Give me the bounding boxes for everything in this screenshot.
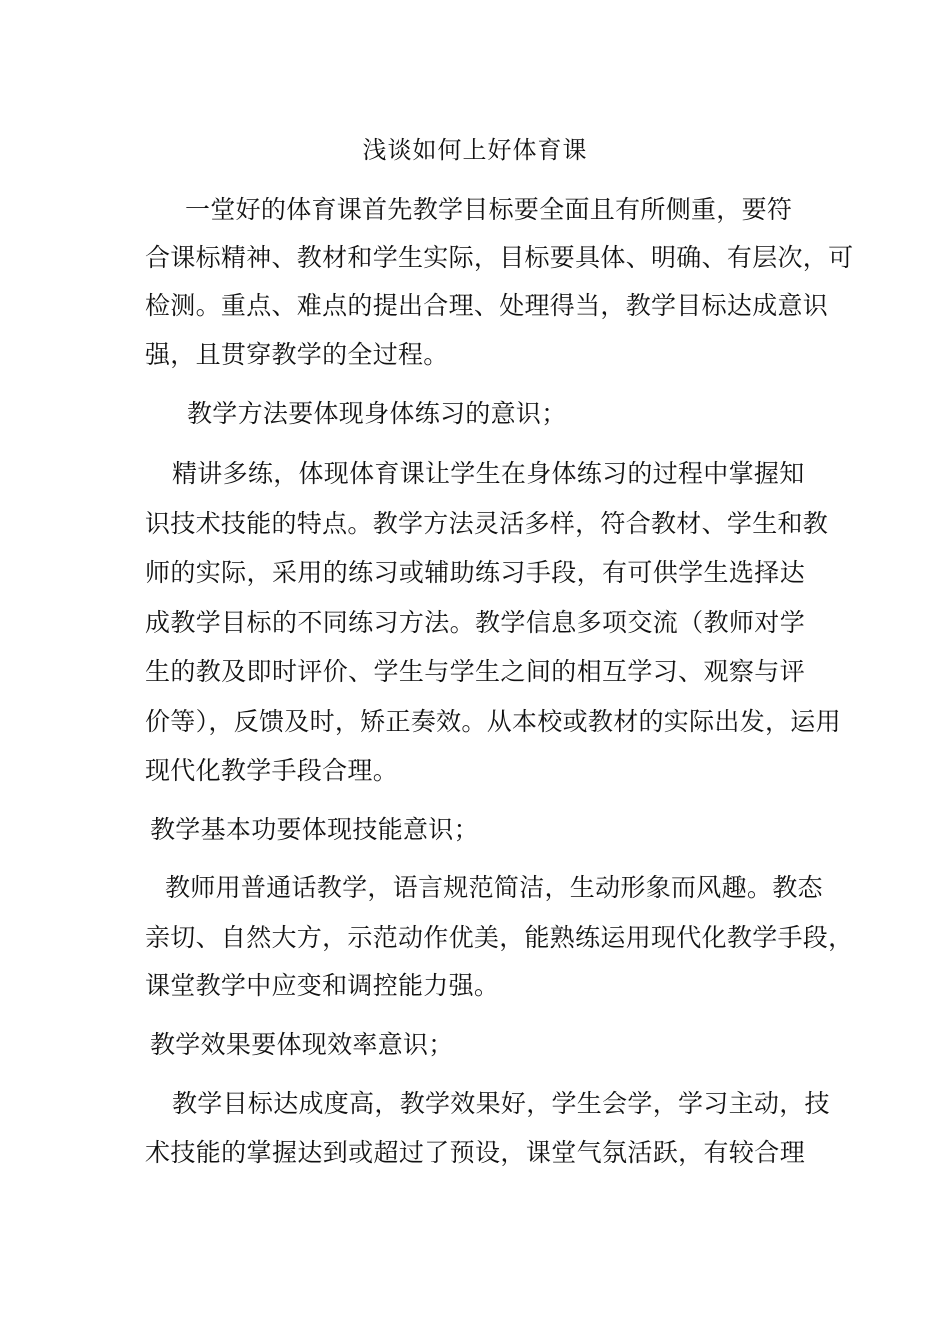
paragraph-line: 现代化教学手段合理。 [145,756,399,785]
paragraph-line: 教师用普通话教学，语言规范简洁，生动形象而风趣。教态 [165,873,823,902]
paragraph-line: 教学目标达成度高，教学效果好，学生会学，学习主动，技 [172,1089,830,1118]
paragraph-line: 识技术技能的特点。教学方法灵活多样，符合教材、学生和教 [145,509,829,538]
paragraph-line: 强，且贯穿教学的全过程。 [145,340,449,369]
section-heading: 教学方法要体现身体练习的意识； [187,399,567,428]
paragraph-line: 师的实际，采用的练习或辅助练习手段，有可供学生选择达 [145,558,805,587]
paragraph-line: 价等），反馈及时，矫正奏效。从本校或教材的实际出发，运用 [145,707,841,736]
section-heading: 教学基本功要体现技能意识； [150,815,479,844]
paragraph-line: 一堂好的体育课首先教学目标要全面且有所侧重，要符 [185,195,793,224]
paragraph-line: 精讲多练，体现体育课让学生在身体练习的过程中掌握知 [172,459,805,488]
paragraph-line: 成教学目标的不同练习方法。教学信息多项交流（教师对学 [145,608,805,637]
paragraph-line: 生的教及即时评价、学生与学生之间的相互学习、观察与评 [145,657,805,686]
paragraph-line: 课堂教学中应变和调控能力强。 [145,971,500,1000]
paragraph-line: 亲切、自然大方，示范动作优美，能熟练运用现代化教学手段， [145,923,854,952]
paragraph-line: 检测。重点、难点的提出合理、处理得当，教学目标达成意识 [145,291,829,320]
paragraph-line: 术技能的掌握达到或超过了预设，课堂气氛活跃，有较合理 [145,1138,805,1167]
section-heading: 教学效果要体现效率意识； [150,1030,454,1059]
paragraph-line: 合课标精神、教材和学生实际，目标要具体、明确、有层次，可 [145,243,854,272]
document-title: 浅谈如何上好体育课 [362,136,588,164]
